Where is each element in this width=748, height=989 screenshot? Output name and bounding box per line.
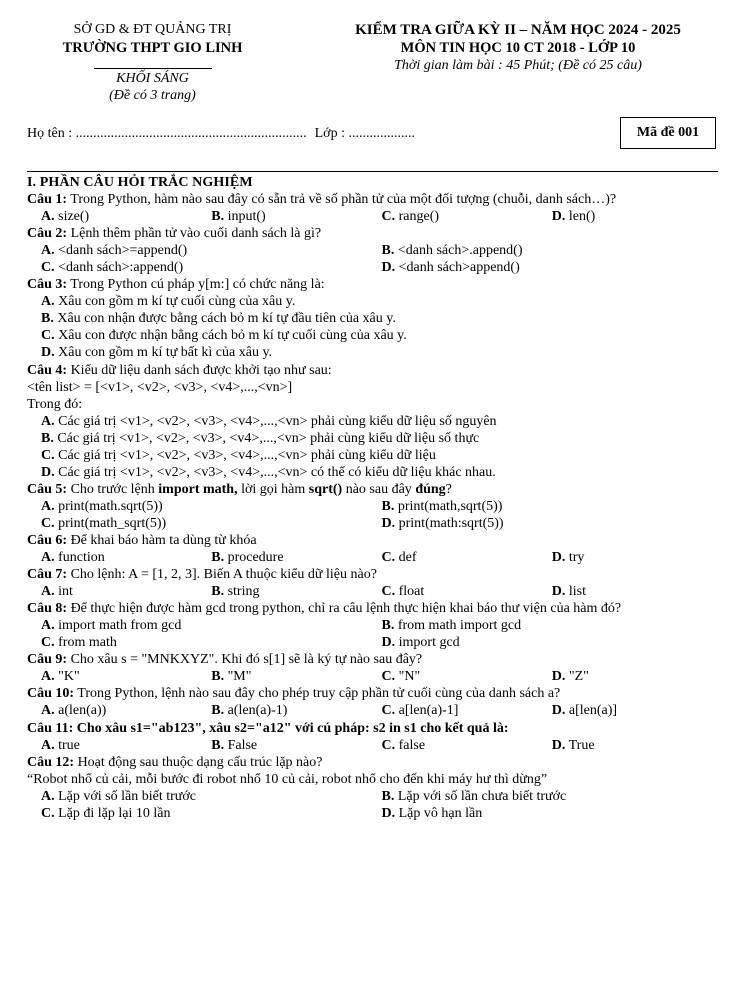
exam-code-box: Mã đề 001 (620, 117, 716, 149)
option-a: A. Xâu con gồm m kí tự cuối cùng của xâu y. (41, 294, 296, 310)
option-b: B. a(len(a)-1) (211, 703, 288, 719)
question-11 (27, 720, 722, 737)
option-a: A. import math from gcd (41, 618, 182, 634)
option-c: C. Xâu con được nhận bằng cách bỏ m kí tự cuối cùng của xâu y. (41, 328, 407, 344)
question-text: Hoạt động sau thuộc dạng cấu trúc lặp nào? (74, 754, 323, 770)
question-number: Câu 6: (27, 532, 68, 548)
options-5-row-1 (27, 498, 722, 515)
list-syntax-line: <tên list> = [<v1>, <v2>, <v3>, <v4>,...,<vn>] (27, 379, 293, 395)
question-text: Trong Python, hàm nào sau đây có sẵn trả về số phần tử của một đối tượng (chuỗi, danh sách…)? (67, 192, 617, 208)
question-number: Câu 11: (27, 720, 74, 736)
options-5-row-2 (27, 515, 722, 532)
school-name: TRƯỜNG THPT GIO LINH (62, 40, 243, 56)
question-2 (27, 225, 722, 242)
option-c: C. Các giá trị <v1>, <v2>, <v3>, <v4>,...,<vn> phải cùng kiểu dữ liệu (41, 447, 436, 463)
question-number: Câu 8: (27, 601, 68, 617)
option-d: D. Các giá trị <v1>, <v2>, <v3>, <v4>,...,<vn> có thể có kiểu dữ liệu khác nhau. (41, 464, 496, 480)
header-right (318, 21, 718, 75)
question-1 (27, 191, 722, 208)
question-number: Câu 7: (27, 567, 68, 583)
option-a: A. Các giá trị <v1>, <v2>, <v3>, <v4>,...,<vn> phải cùng kiểu dữ liệu số nguyên (41, 413, 497, 429)
question-number: Câu 4: (27, 362, 68, 378)
question-number: Câu 10: (27, 686, 75, 702)
options-8-row-1 (27, 617, 722, 634)
header-divider (27, 171, 718, 172)
student-name-field: Họ tên : .................................................................. (27, 126, 307, 141)
option-d: D. list (551, 584, 586, 600)
option-b: B. print(math,sqrt(5)) (381, 498, 503, 514)
time-note: Thời gian làm bài : 45 Phút; (Đề có 25 câu) (394, 58, 642, 73)
option-c: C. float (381, 584, 425, 600)
option-d: D. "Z" (551, 669, 589, 685)
question-text: Cho lệnh: A = [1, 2, 3]. Biến A thuộc kiểu dữ liệu nào? (67, 567, 377, 583)
header-rule (94, 68, 212, 69)
question-5: Câu 5: Cho trước lệnh import math, lời gọi hàm sqrt() nào sau đây đúng? (27, 481, 452, 497)
student-class-field: Lớp : ................... (314, 126, 415, 141)
option-a: A. "K" (41, 669, 80, 685)
option-d: D. <danh sách>append() (381, 260, 520, 276)
robot-scenario: “Robot nhổ củ cải, mỗi bước đi robot nhổ 10 củ cải, robot nhổ cho đến khi máy hư thì dừng” (27, 771, 548, 787)
option-a: A. true (41, 737, 80, 753)
option-b: B. Xâu con nhận được bằng cách bỏ m kí tự đầu tiên của xâu y. (41, 311, 396, 327)
option-b: B. "M" (211, 669, 252, 685)
option-a: A. <danh sách>=append() (41, 243, 188, 259)
option-a: A. function (41, 550, 105, 566)
question-number: Câu 5: (27, 481, 68, 497)
option-b: B. False (211, 737, 258, 753)
header-left (20, 21, 285, 105)
question-3 (27, 276, 722, 293)
where-label: Trong đó: (27, 396, 83, 412)
option-c: C. def (381, 550, 417, 566)
session-label: KHỐI SÁNG (116, 71, 189, 86)
option-b: B. Các giá trị <v1>, <v2>, <v3>, <v4>,...,<vn> phải cùng kiểu dữ liệu số thực (41, 430, 480, 446)
option-a: A. a(len(a)) (41, 703, 107, 719)
option-c: C. "N" (381, 669, 421, 685)
option-d: D. import gcd (381, 635, 460, 651)
option-b: B. from math import gcd (381, 618, 522, 634)
question-10 (27, 685, 722, 702)
option-b: B. input() (211, 209, 266, 225)
option-b: B. string (211, 584, 260, 600)
options-2-row-1 (27, 242, 722, 259)
option-d: D. Lặp vô hạn lần (381, 805, 483, 821)
question-text: Kiểu dữ liệu danh sách được khởi tạo như sau: (67, 362, 332, 378)
question-text: Để thực hiện được hàm gcd trong python, chỉ ra câu lệnh thực hiện khai báo thư viện của hàm đó? (67, 601, 622, 617)
option-c: C. a[len(a)-1] (381, 703, 459, 719)
question-text: Trong Python cú pháp y[m:] có chức năng là: (67, 277, 325, 293)
option-b: B. Lặp với số lần chưa biết trước (381, 788, 567, 804)
student-info (27, 125, 415, 143)
option-c: C. range() (381, 209, 440, 225)
question-6 (27, 532, 722, 549)
question-text: Trong Python, lệnh nào sau đây cho phép truy cập phần tử cuối cùng của danh sách a? (74, 686, 561, 702)
options-11 (27, 737, 722, 754)
question-number: Câu 3: (27, 277, 68, 293)
option-b: B. <danh sách>.append() (381, 243, 523, 259)
question-content (27, 174, 722, 822)
option-d: D. len() (551, 209, 596, 225)
option-c: C. false (381, 737, 426, 753)
department-name: SỞ GD & ĐT QUẢNG TRỊ (73, 22, 232, 37)
question-number: Câu 2: (27, 226, 68, 242)
option-b: B. procedure (211, 550, 284, 566)
option-d: D. print(math:sqrt(5)) (381, 515, 504, 531)
option-c: C. from math (41, 635, 117, 651)
option-a: A. int (41, 584, 73, 600)
option-d: D. True (551, 737, 595, 753)
options-8-row-2 (27, 634, 722, 651)
question-number: Câu 9: (27, 652, 68, 668)
question-12 (27, 754, 722, 771)
question-8 (27, 600, 722, 617)
options-1 (27, 208, 722, 225)
question-text: Cho xâu s = "MNKXYZ". Khi đó s[1] sẽ là ký tự nào sau đây? (67, 652, 423, 668)
option-c: C. print(math_sqrt(5)) (41, 515, 167, 531)
question-text: Cho xâu s1="ab123", xâu s2="a12" với cú pháp: s2 in s1 cho kết quả là: (73, 720, 509, 736)
option-a: A. print(math.sqrt(5)) (41, 498, 163, 514)
options-12-row-2 (27, 805, 722, 822)
options-6 (27, 549, 722, 566)
option-c: C. <danh sách>:append() (41, 260, 184, 276)
options-12-row-1 (27, 788, 722, 805)
subject-title: MÔN TIN HỌC 10 CT 2018 - LỚP 10 (400, 40, 636, 56)
question-4 (27, 362, 722, 379)
question-9 (27, 651, 722, 668)
options-2-row-2 (27, 259, 722, 276)
exam-title: KIỂM TRA GIỮA KỲ II – NĂM HỌC 2024 - 2025 (355, 22, 681, 38)
question-number: Câu 12: (27, 754, 75, 770)
option-a: A. size() (41, 209, 90, 225)
question-7 (27, 566, 722, 583)
options-7 (27, 583, 722, 600)
option-d: D. Xâu con gồm m kí tự bất kì của xâu y. (41, 345, 273, 361)
question-text: Để khai báo hàm ta dùng từ khóa (67, 532, 257, 548)
option-d: D. a[len(a)] (551, 703, 618, 719)
option-c: C. Lặp đi lặp lại 10 lần (41, 805, 171, 821)
question-text: Lệnh thêm phần tử vào cuối danh sách là gì? (67, 226, 322, 242)
options-10 (27, 702, 722, 719)
page-count-note: (Đề có 3 trang) (109, 88, 196, 103)
question-number: Câu 1: (27, 192, 68, 208)
option-d: D. try (551, 550, 585, 566)
options-9 (27, 668, 722, 685)
section-title: I. PHẦN CÂU HỎI TRẮC NGHIỆM (27, 175, 253, 190)
option-a: A. Lặp với số lần biết trước (41, 788, 196, 804)
